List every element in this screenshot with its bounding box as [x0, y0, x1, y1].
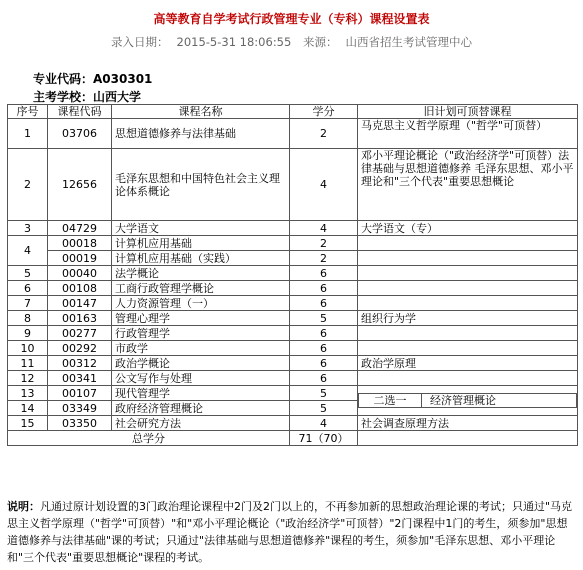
cell-code: 03706	[48, 119, 112, 149]
cell-credit: 4	[290, 416, 358, 431]
table-row	[8, 371, 578, 386]
table-row	[8, 386, 578, 401]
cell-no: 7	[8, 296, 48, 311]
cell-no: 2	[8, 149, 48, 221]
table-row	[8, 416, 578, 431]
cell-credit: 4	[290, 149, 358, 221]
exam-school-value: 山西大学	[93, 90, 142, 104]
cell-credit: 5	[290, 386, 358, 401]
cell-no: 9	[8, 326, 48, 341]
cell-code: 03349	[48, 401, 112, 416]
cell-name: 毛泽东思想和中国特色社会主义理论体系概论	[112, 149, 290, 221]
cell-no: 4	[8, 236, 48, 266]
cell-credit: 6	[290, 296, 358, 311]
cell-old: 政治学原理	[358, 356, 578, 371]
table-row	[8, 326, 578, 341]
table-row	[8, 296, 578, 311]
cell-credit: 5	[290, 401, 358, 416]
cell-code: 00277	[48, 326, 112, 341]
cell-code: 00108	[48, 281, 112, 296]
cell-old	[358, 281, 578, 296]
note-text	[7, 498, 577, 566]
course-table	[7, 104, 578, 446]
table-row	[8, 119, 578, 149]
cell-no: 3	[8, 221, 48, 236]
exam-school-label: 主考学校：	[33, 90, 94, 104]
cell-code: 00018	[48, 236, 112, 251]
cell-old: 组织行为学	[358, 311, 578, 326]
cell-old: 马克思主义哲学原理（"哲学"可顶替）	[358, 119, 578, 149]
cell-credit: 6	[290, 341, 358, 356]
cell-old	[358, 251, 578, 266]
cell-code: 00019	[48, 251, 112, 266]
date-value: 2015-5-31 18:06:55	[176, 35, 292, 49]
choose-one-course: 经济管理概论	[422, 394, 577, 408]
cell-credit: 6	[290, 356, 358, 371]
cell-old	[358, 296, 578, 311]
note-label: 说明：	[7, 500, 40, 513]
exam-school	[33, 88, 141, 105]
meta-line	[0, 34, 583, 50]
choose-one-block	[358, 393, 577, 408]
cell-code: 00107	[48, 386, 112, 401]
cell-credit: 5	[290, 311, 358, 326]
cell-code: 04729	[48, 221, 112, 236]
cell-code: 00312	[48, 356, 112, 371]
cell-name: 政府经济管理概论	[112, 401, 290, 416]
cell-code: 00040	[48, 266, 112, 281]
cell-old	[358, 236, 578, 251]
cell-credit: 2	[290, 251, 358, 266]
cell-name: 思想道德修养与法律基础	[112, 119, 290, 149]
cell-credit: 4	[290, 221, 358, 236]
cell-old	[358, 266, 578, 281]
cell-no: 8	[8, 311, 48, 326]
col-header-old: 旧计划可顶替课程	[358, 105, 578, 119]
cell-name: 工商行政管理学概论	[112, 281, 290, 296]
major-code	[33, 70, 152, 87]
cell-old: 社会调查原理方法	[358, 416, 578, 431]
cell-no: 13	[8, 386, 48, 401]
cell-no: 11	[8, 356, 48, 371]
cell-no: 14	[8, 401, 48, 416]
cell-old: 邓小平理论概论（"政治经济学"可顶替）法律基础与思想道德修养 毛泽东思想、邓小平理论和"三个代表"重要思想概论	[358, 149, 578, 221]
cell-no: 10	[8, 341, 48, 356]
cell-name: 政治学概论	[112, 356, 290, 371]
cell-code: 00163	[48, 311, 112, 326]
cell-name: 行政管理学	[112, 326, 290, 341]
cell-name: 人力资源管理（一）	[112, 296, 290, 311]
cell-code: 03350	[48, 416, 112, 431]
cell-old	[358, 371, 578, 386]
col-header-credit: 学分	[290, 105, 358, 119]
cell-code: 00341	[48, 371, 112, 386]
cell-old	[358, 341, 578, 356]
major-code-value: A030301	[93, 72, 153, 86]
cell-code: 00292	[48, 341, 112, 356]
cell-name: 社会研究方法	[112, 416, 290, 431]
table-row	[8, 266, 578, 281]
page-title: 高等教育自学考试行政管理专业（专科）课程设置表	[153, 12, 430, 26]
note-body: 凡通过原计划设置的3门政治理论课程中2门及2门以上的，不再参加新的思想政治理论课的考试；只通过"马克思主义哲学原理（"哲学"可顶替）"和"邓小平理论概论（"政治经济学"可顶替）"2门课程中1门的考生，须参加"思想道德修养与法律基础"课的考试；只通过"法律基础与思想道德修养"课程的考生，须参加"毛泽东思想、邓小平理论和"三个代表"重要思想概论"课程的考试。	[7, 500, 573, 564]
cell-name: 公文写作与处理	[112, 371, 290, 386]
cell-credit: 6	[290, 326, 358, 341]
table-row	[8, 251, 578, 266]
cell-name: 市政学	[112, 341, 290, 356]
major-code-label: 专业代码：	[33, 72, 94, 86]
col-header-code: 课程代码	[48, 105, 112, 119]
cell-name: 计算机应用基础	[112, 236, 290, 251]
cell-no: 15	[8, 416, 48, 431]
total-label: 总学分	[8, 431, 290, 446]
col-header-name: 课程名称	[112, 105, 290, 119]
cell-old: 大学语文（专）	[358, 221, 578, 236]
cell-credit: 6	[290, 281, 358, 296]
cell-old	[358, 326, 578, 341]
table-header-row	[8, 105, 578, 119]
cell-old	[358, 431, 578, 446]
cell-name: 法学概论	[112, 266, 290, 281]
cell-name: 现代管理学	[112, 386, 290, 401]
table-row	[8, 341, 578, 356]
source-label: 来源：	[302, 35, 338, 49]
cell-no: 1	[8, 119, 48, 149]
cell-name: 管理心理学	[112, 311, 290, 326]
table-row	[8, 236, 578, 251]
choose-one-label: 二选一	[359, 394, 422, 408]
cell-credit: 6	[290, 371, 358, 386]
table-row	[8, 221, 578, 236]
table-row	[8, 281, 578, 296]
cell-no: 6	[8, 281, 48, 296]
source-value: 山西省招生考试管理中心	[345, 35, 472, 49]
col-header-no: 序号	[8, 105, 48, 119]
cell-name: 大学语文	[112, 221, 290, 236]
cell-name: 计算机应用基础（实践）	[112, 251, 290, 266]
cell-no: 5	[8, 266, 48, 281]
cell-credit: 2	[290, 119, 358, 149]
cell-credit: 2	[290, 236, 358, 251]
cell-no: 12	[8, 371, 48, 386]
date-label: 录入日期：	[111, 35, 169, 49]
total-value: 71（70）	[290, 431, 358, 446]
cell-credit: 6	[290, 266, 358, 281]
cell-code: 12656	[48, 149, 112, 221]
cell-code: 00147	[48, 296, 112, 311]
table-row	[8, 356, 578, 371]
table-row	[8, 311, 578, 326]
cell-old-choose	[358, 386, 578, 416]
total-row	[8, 431, 578, 446]
table-row	[8, 149, 578, 221]
